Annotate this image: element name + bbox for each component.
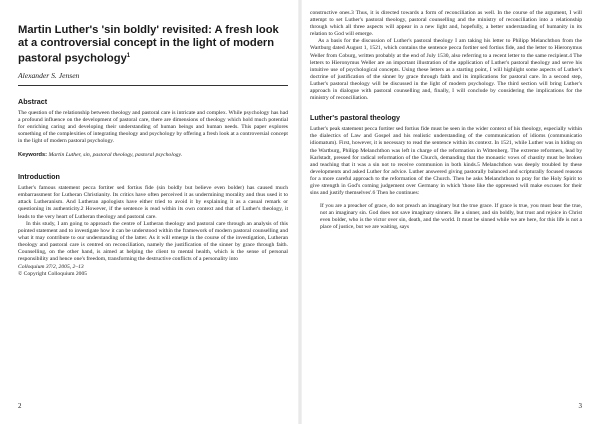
keywords-label: Keywords: [18,152,48,159]
intro-paragraph-1: Luther's famous statement pecca fortiter sed fortius fide (sin boldly but believe even bolder) has caused much embarrassment for Lutheran Christianity. Its critics have often perceived it as undermining morality and thus used it to attack Lutheranism. And Lutheran apologists have either tried to avoid it by explaining it as a casual remark or questioning its authenticity.2 However, if the sentence is read within its own context and that of Luther's theology, it leads to the very heart of Lutheran theology and pastoral care. [18,185,288,220]
abstract-heading: Abstract [18,96,48,106]
page-number-right: 3 [578,402,582,410]
keywords [18,152,288,158]
section-paragraph-1: Luther's peak statement pecca fortiter sed fortius fide must be seen in the wider context of his theology, especially within the dialectics of Law and Gospel and his realistic understanding of the communication of idioms (communicatio idiomatum). First, however, it is necessary to read the sentence within its context. In 1521, while Luther was in hiding on the Wartburg, Philipp Melanchthon was left in charge of the reformation in Wittenberg. The extreme reformers, lead by Karlstadt, pressed for radical reformation of the Church, demanding that the monastic vows of chastity must be broken and teaching that it was a sin not to receive communion in both kinds.5 Melanchthon was deeply troubled by these developments and asked Luther for advice. Luther answered giving pastorally balanced and scripturally focused reasons for a more careful approach to the reformation of the Church. Then he asks Melanchthon to pray for the Holy Spirit to give strength in God's coming judgement over Germany in which 'those like the oppressed will make excuses for their sins and justify themselves'.6 Then he continues: [310,126,582,197]
keywords-text: Martin Luther, sin, pastoral theology, pastoral psychology. [48,152,183,159]
right-paragraph-1: constructive ones.3 Thus, it is directed towards a form of reconciliation as well. In the course of the argument, I will attempt to set Luther's pastoral theology, pastoral counselling and the ministry of reconciliation into a relationship through which all three aspects will appear in a new light and, hopefully, a better understanding of humanity in its relation to God will emerge. [310,10,582,38]
introduction-heading: Introduction [18,172,60,182]
journal-citation-line: Colloquium 37/2, 2005, 2–13 [18,264,84,271]
intro-paragraph-2: In this study, I am going to approach the centre of Lutheran theology and pastoral care through an analysis of this pointed statement and to investigate how it can be understood within the framework of modern pastoral counselling and what it may contribute to our understanding of the latter. As it will emerge in the course of the investigation, Lutheran theology and pastoral care is centred on reconciliation, namely the justification of the sinner by grace through faith. Counselling, on the other hand, is aimed at helping the client to mental health, which is the sense of personal responsibility and hence one's freedom, transforming the destructive conflicts of a personality into [18,220,288,263]
copyright-line: © Copyright Colloquium 2005 [18,271,88,278]
right-paragraph-2: As a basis for the discussion of Luther's pastoral theology I am taking his letter to Philipp Melanchthon from the Wartburg dated August 1, 1521, which contains the sentence pecca fortiter sed fortius fide, and the letter to Hieronymus Weller from Coburg, written probably at the end of July 1530, also referring to a recent letter to the same recipient.4 The letters to Hieronymus Weller are an important illustration of the application of Luther's pastoral theology and serve his intuitive use of psychological concepts. Using these letters as a starting point, I will highlight some aspects of Luther's doctrine of justification of the sinner by grace through faith and its implications for pastoral care. In a second step, Luther's pastoral theology will be discussed in the light of modern psychology. The third section will bring Luther's approach in dialogue with pastoral counselling and, finally, I will conclude by considering the implications for the ministry of reconciliation. [310,38,582,102]
title-divider [18,85,288,86]
abstract-text: The question of the relationship between theology and pastoral care is intricate and complex. While psychology has had a profound influence on the development of pastoral care, there are dimensions of theology which hold much potential for enriching caring and developing their understanding of human beings and human needs. This paper explores something of the complexities of integrating theology and psychology by offering a fresh look at a controversial concept in the light of modern pastoral psychology. [18,109,288,145]
right-page [300,0,600,424]
title-footnote-marker: 1 [126,53,131,59]
page-number-left: 2 [18,402,22,410]
article-author: Alexander S. Jensen [18,70,80,80]
journal-citation [18,264,288,278]
article-title: Martin Luther's 'sin boldly' revisited: A fresh look at a controversial concept in the light of modern pastoral psychology$^1$ [18,24,279,65]
block-quote: If you are a preacher of grace, do not preach an imaginary but the true grace. If grace is true, you must bear the true, not an imaginary sin. God does not save imaginary sinners. Be a sinner, and sin boldly, but trust and rejoice in Christ even bolder, who is the victor over sin, death, and the world. It must be sinned while we are here, for this life is not a place of justice, but we are waiting, says [320,203,582,231]
section-heading: Luther's pastoral theology [310,113,400,123]
